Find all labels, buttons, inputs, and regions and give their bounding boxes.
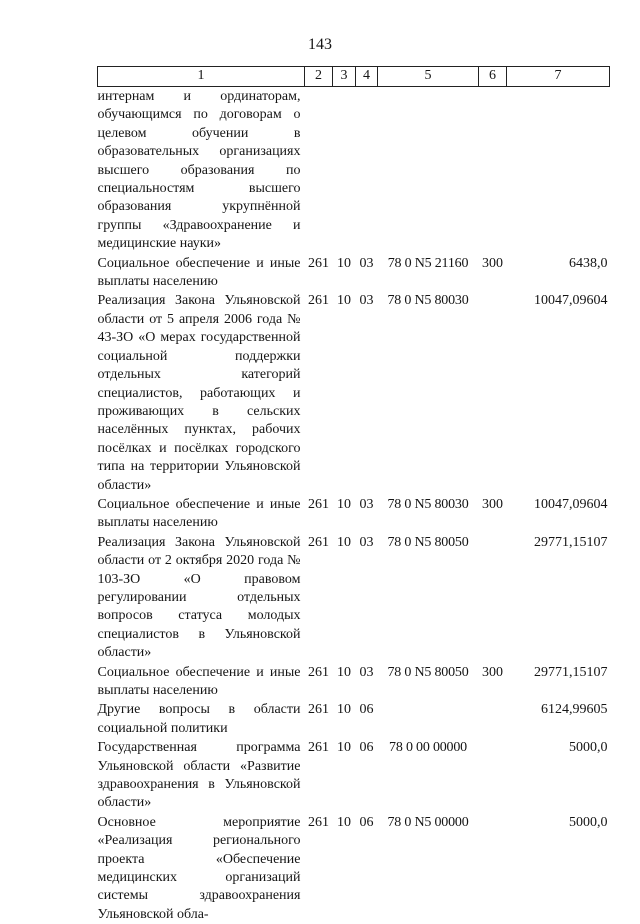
row-code-target-article: 78 0 00 00000 [389,740,467,756]
column-header-7: 7 [507,67,610,87]
row-amount: 6438,0 [569,255,608,271]
row-code-section: 10 [337,255,351,271]
row-code-target-article [378,700,479,738]
table-row [98,87,610,254]
table-row [98,291,610,494]
table-row [98,663,610,701]
row-amount: 29771,15107 [534,534,608,550]
row-name: Государственная программа Ульяновской области «Развитие здравоохранения в Ульяновской области» [97,740,301,811]
row-name: Основное мероприятие «Реализация регионального проекта «Обеспечение медицинских организаций системы здравоохранения Ульяновской обла- [97,814,301,922]
row-code-expense-type: 300 [482,255,503,271]
row-code-target-article: 78 0 N5 80050 [387,534,469,550]
row-code-target-article: 78 0 N5 80030 [387,496,469,512]
row-code-section: 10 [337,534,351,550]
row-code-expense-type [479,87,507,254]
row-code-target-article: 78 0 N5 21160 [387,255,469,271]
row-name: Социальное обеспечение и иные выплаты населению [97,255,301,290]
row-code-section [333,87,356,254]
row-code-ministry: 261 [308,293,329,309]
row-code-subsection: 03 [359,664,374,680]
table-row [98,700,610,738]
row-name: Социальное обеспечение и иные выплаты населению [97,496,301,531]
row-code-section: 10 [337,664,351,680]
table-row [98,254,610,292]
row-amount: 5000,0 [569,740,608,756]
row-code-ministry: 261 [308,255,329,271]
row-code-target-article [378,87,479,254]
row-name: Реализация Закона Ульяновской области от 2 октября 2020 года № 103-ЗО «О правовом регулировании отдельных вопросов статуса молодых специалистов в Ульяновской области» [97,534,301,661]
row-code-section: 10 [337,293,351,309]
column-header-4: 4 [356,67,378,87]
row-amount: 10047,09604 [534,496,608,512]
row-code-subsection: 03 [359,255,374,271]
column-header-2: 2 [305,67,333,87]
row-code-section: 10 [337,740,351,756]
row-code-target-article: 78 0 N5 80030 [387,293,469,309]
budget-table [97,66,610,924]
row-code-expense-type [479,291,507,494]
row-code-ministry: 261 [308,496,329,512]
row-amount: 5000,0 [569,814,608,830]
row-code-subsection [356,87,378,254]
row-code-subsection: 06 [359,740,374,756]
row-code-subsection: 06 [359,814,374,830]
table-row [98,813,610,924]
row-code-expense-type [479,738,507,813]
row-name: Социальное обеспечение и иные выплаты населению [97,664,301,698]
row-code-section: 10 [337,702,351,718]
column-number-header-row [98,67,610,87]
table-row [98,495,610,533]
row-code-expense-type [479,533,507,663]
column-header-1: 1 [98,67,305,87]
row-amount: 10047,09604 [534,293,608,309]
table-row [98,533,610,663]
row-name: интернам и ординаторам, обучающимся по договорам о целевом обучении в образовательных организациях высшего образования по специальностям высшего образования укрупнённой группы «Здравоохранение и медицинские науки» [97,89,301,252]
row-amount: 29771,15107 [534,664,608,680]
column-header-3: 3 [333,67,356,87]
row-amount: 6124,99605 [541,702,608,718]
row-code-target-article: 78 0 N5 00000 [387,814,469,830]
row-code-ministry: 261 [308,664,329,680]
row-code-ministry: 261 [308,702,329,718]
column-header-6: 6 [479,67,507,87]
row-code-ministry: 261 [308,814,329,830]
row-code-section: 10 [337,814,351,830]
column-header-5: 5 [378,67,479,87]
row-code-expense-type [479,813,507,924]
row-code-expense-type: 300 [482,664,503,680]
row-code-ministry: 261 [308,534,329,550]
page-number: 143 [308,36,332,53]
row-code-expense-type: 300 [482,496,503,512]
row-code-subsection: 03 [359,534,374,550]
table-row [98,738,610,813]
row-code-target-article: 78 0 N5 80050 [387,664,469,680]
row-code-subsection: 03 [359,496,374,512]
row-code-section: 10 [337,496,351,512]
row-code-subsection: 06 [359,702,374,718]
row-code-ministry: 261 [308,740,329,756]
row-amount [507,87,610,254]
row-code-expense-type [479,700,507,738]
row-code-ministry [305,87,333,254]
row-name: Реализация Закона Ульяновской области от 5 апреля 2006 года № 43-ЗО «О мерах государственной социальной поддержки отдельных категорий специалистов, работающих и проживающих в сельских населённых пунктах, рабочих посёлках и посёлках городского типа на территории Ульяновской области» [97,293,301,493]
row-code-subsection: 03 [359,293,374,309]
row-name: Другие вопросы в области социальной политики [97,702,301,736]
